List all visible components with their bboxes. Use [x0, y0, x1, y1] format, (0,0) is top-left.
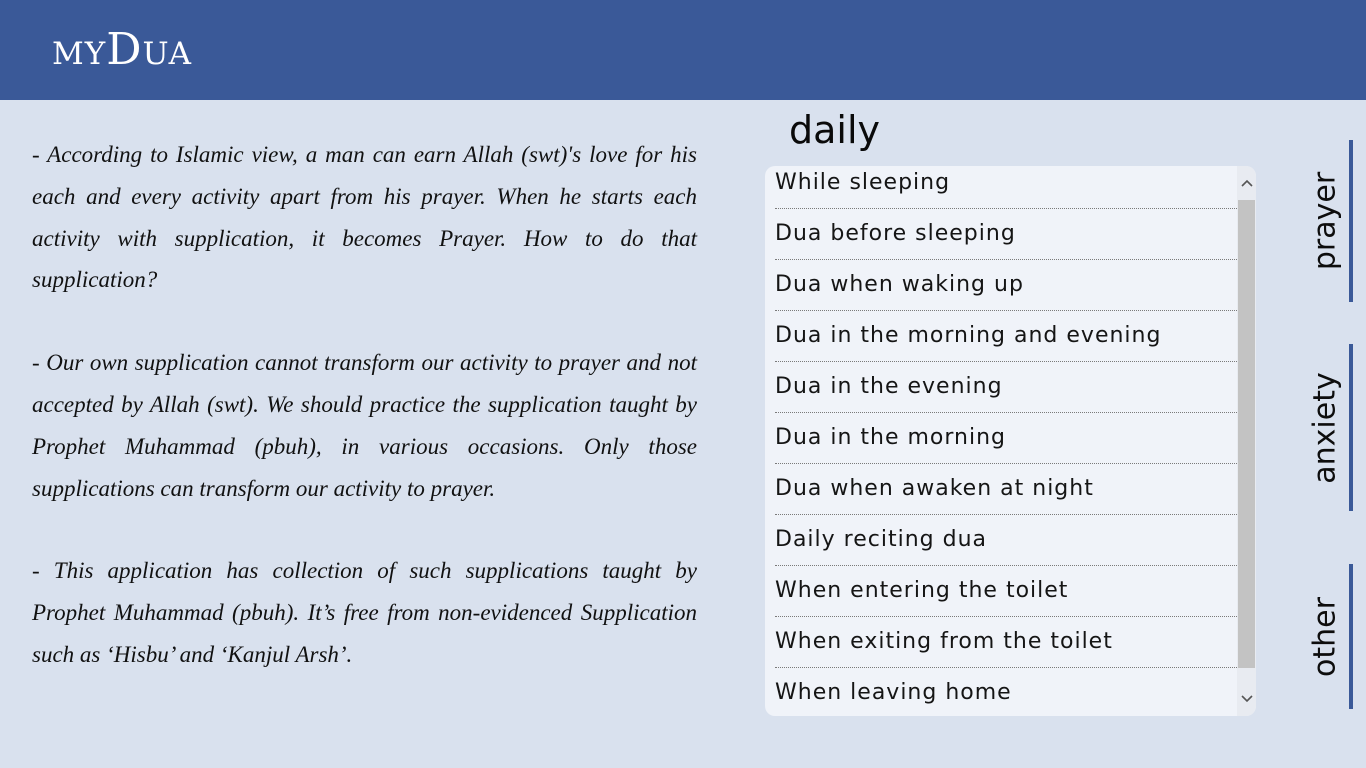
tab-prayer[interactable] [1301, 140, 1353, 302]
scroll-thumb[interactable] [1238, 200, 1255, 668]
list-item[interactable]: Dua when awaken at night [775, 464, 1237, 515]
app-title: myDua [52, 24, 193, 75]
list-item[interactable]: Dua when waking up [775, 260, 1237, 311]
list-item[interactable]: When leaving home [775, 680, 1012, 705]
list-item[interactable]: When entering the toilet [775, 566, 1237, 617]
list-scrollbar[interactable] [1237, 166, 1256, 716]
app-header [0, 0, 1366, 100]
intro-paragraph: - Our own supplication cannot transform our activity to prayer and not accepted by Allah (swt). We should practice the supplication taught by Prophet Muhammad (pbuh), in various occasions. Only those supplications can transform our activity to prayer. [32, 350, 697, 501]
dua-list [775, 166, 1237, 716]
intro-text [32, 134, 697, 717]
chevron-down-icon-glyph [1241, 695, 1253, 703]
tab-prayer-label: prayer [1307, 171, 1343, 271]
tab-other-label: other [1307, 596, 1343, 677]
list-item[interactable]: When exiting from the toilet [775, 617, 1237, 668]
intro-paragraph: - This application has collection of such supplications taught by Prophet Muhammad (pbuh). It’s free from non-evidenced Supplication such as ‘Hisbu’ and ‘Kanjul Arsh’. [32, 558, 697, 667]
list-item[interactable]: Dua in the morning and evening [775, 311, 1237, 362]
chevron-up-icon-glyph [1241, 179, 1253, 187]
tab-anxiety[interactable] [1301, 344, 1353, 511]
chevron-down-icon[interactable] [1237, 682, 1256, 716]
list-item[interactable]: Dua before sleeping [775, 209, 1237, 260]
section-title: daily [789, 108, 881, 152]
tab-anxiety-label: anxiety [1307, 371, 1343, 484]
list-item[interactable]: Dua in the evening [775, 362, 1237, 413]
list-item[interactable]: Dua in the morning [775, 413, 1237, 464]
chevron-up-icon[interactable] [1237, 166, 1256, 200]
dua-list-panel [765, 166, 1256, 716]
list-item[interactable]: While sleeping [775, 166, 1237, 209]
list-item[interactable]: Daily reciting dua [775, 515, 1237, 566]
tab-other[interactable] [1301, 564, 1353, 709]
intro-paragraph: - According to Islamic view, a man can earn Allah (swt)'s love for his each and every activity apart from his prayer. When he starts each activity with supplication, it becomes Prayer. How to do that supplication? [32, 142, 697, 293]
dua-list-viewport[interactable] [765, 166, 1237, 716]
